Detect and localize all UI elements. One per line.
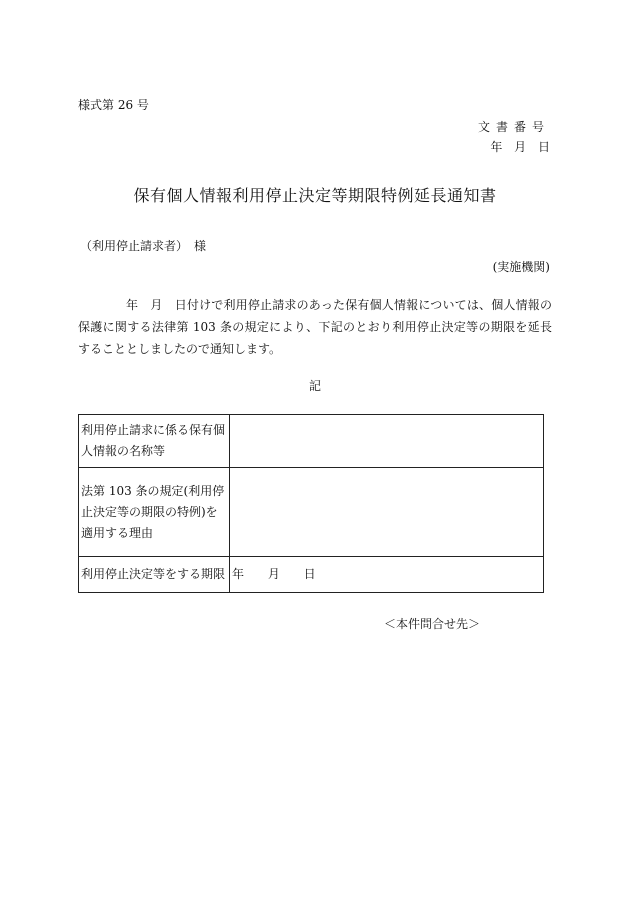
- document-date-label: 年 月 日: [490, 140, 550, 154]
- notice-details-table: [78, 414, 544, 593]
- table-row: [79, 557, 544, 593]
- table-label-cell: 利用停止請求に係る保有個人情報の名称等: [79, 415, 230, 468]
- recipient-line: （利用停止請求者） 様: [80, 239, 207, 253]
- form-number: 様式第 26 号: [78, 98, 149, 112]
- notice-body-text: 年 月 日付けで利用停止請求のあった保有個人情報については、個人情報の保護に関する法律第 103 条の規定により、下記のとおり利用停止決定等の期限を延長することとしましたので通知します。: [78, 298, 552, 356]
- table-value-cell: [230, 468, 544, 557]
- document-number-label: 文書番号: [477, 120, 550, 134]
- issuer-line: (実施機関): [492, 260, 550, 274]
- ki-heading: 記: [308, 379, 321, 393]
- deadline-date-cell: 年 月 日: [230, 557, 544, 593]
- document-title: 保有個人情報利用停止決定等期限特例延長通知書: [133, 186, 497, 205]
- contact-heading: ＜本件問合せ先＞: [383, 617, 480, 631]
- table-row: [79, 415, 544, 468]
- table-value-cell: [230, 415, 544, 468]
- table-label-cell: 利用停止決定等をする期限: [79, 557, 230, 593]
- table-label-cell: 法第 103 条の規定(利用停止決定等の期限の特例)を適用する理由: [79, 468, 230, 557]
- table-row: [79, 468, 544, 557]
